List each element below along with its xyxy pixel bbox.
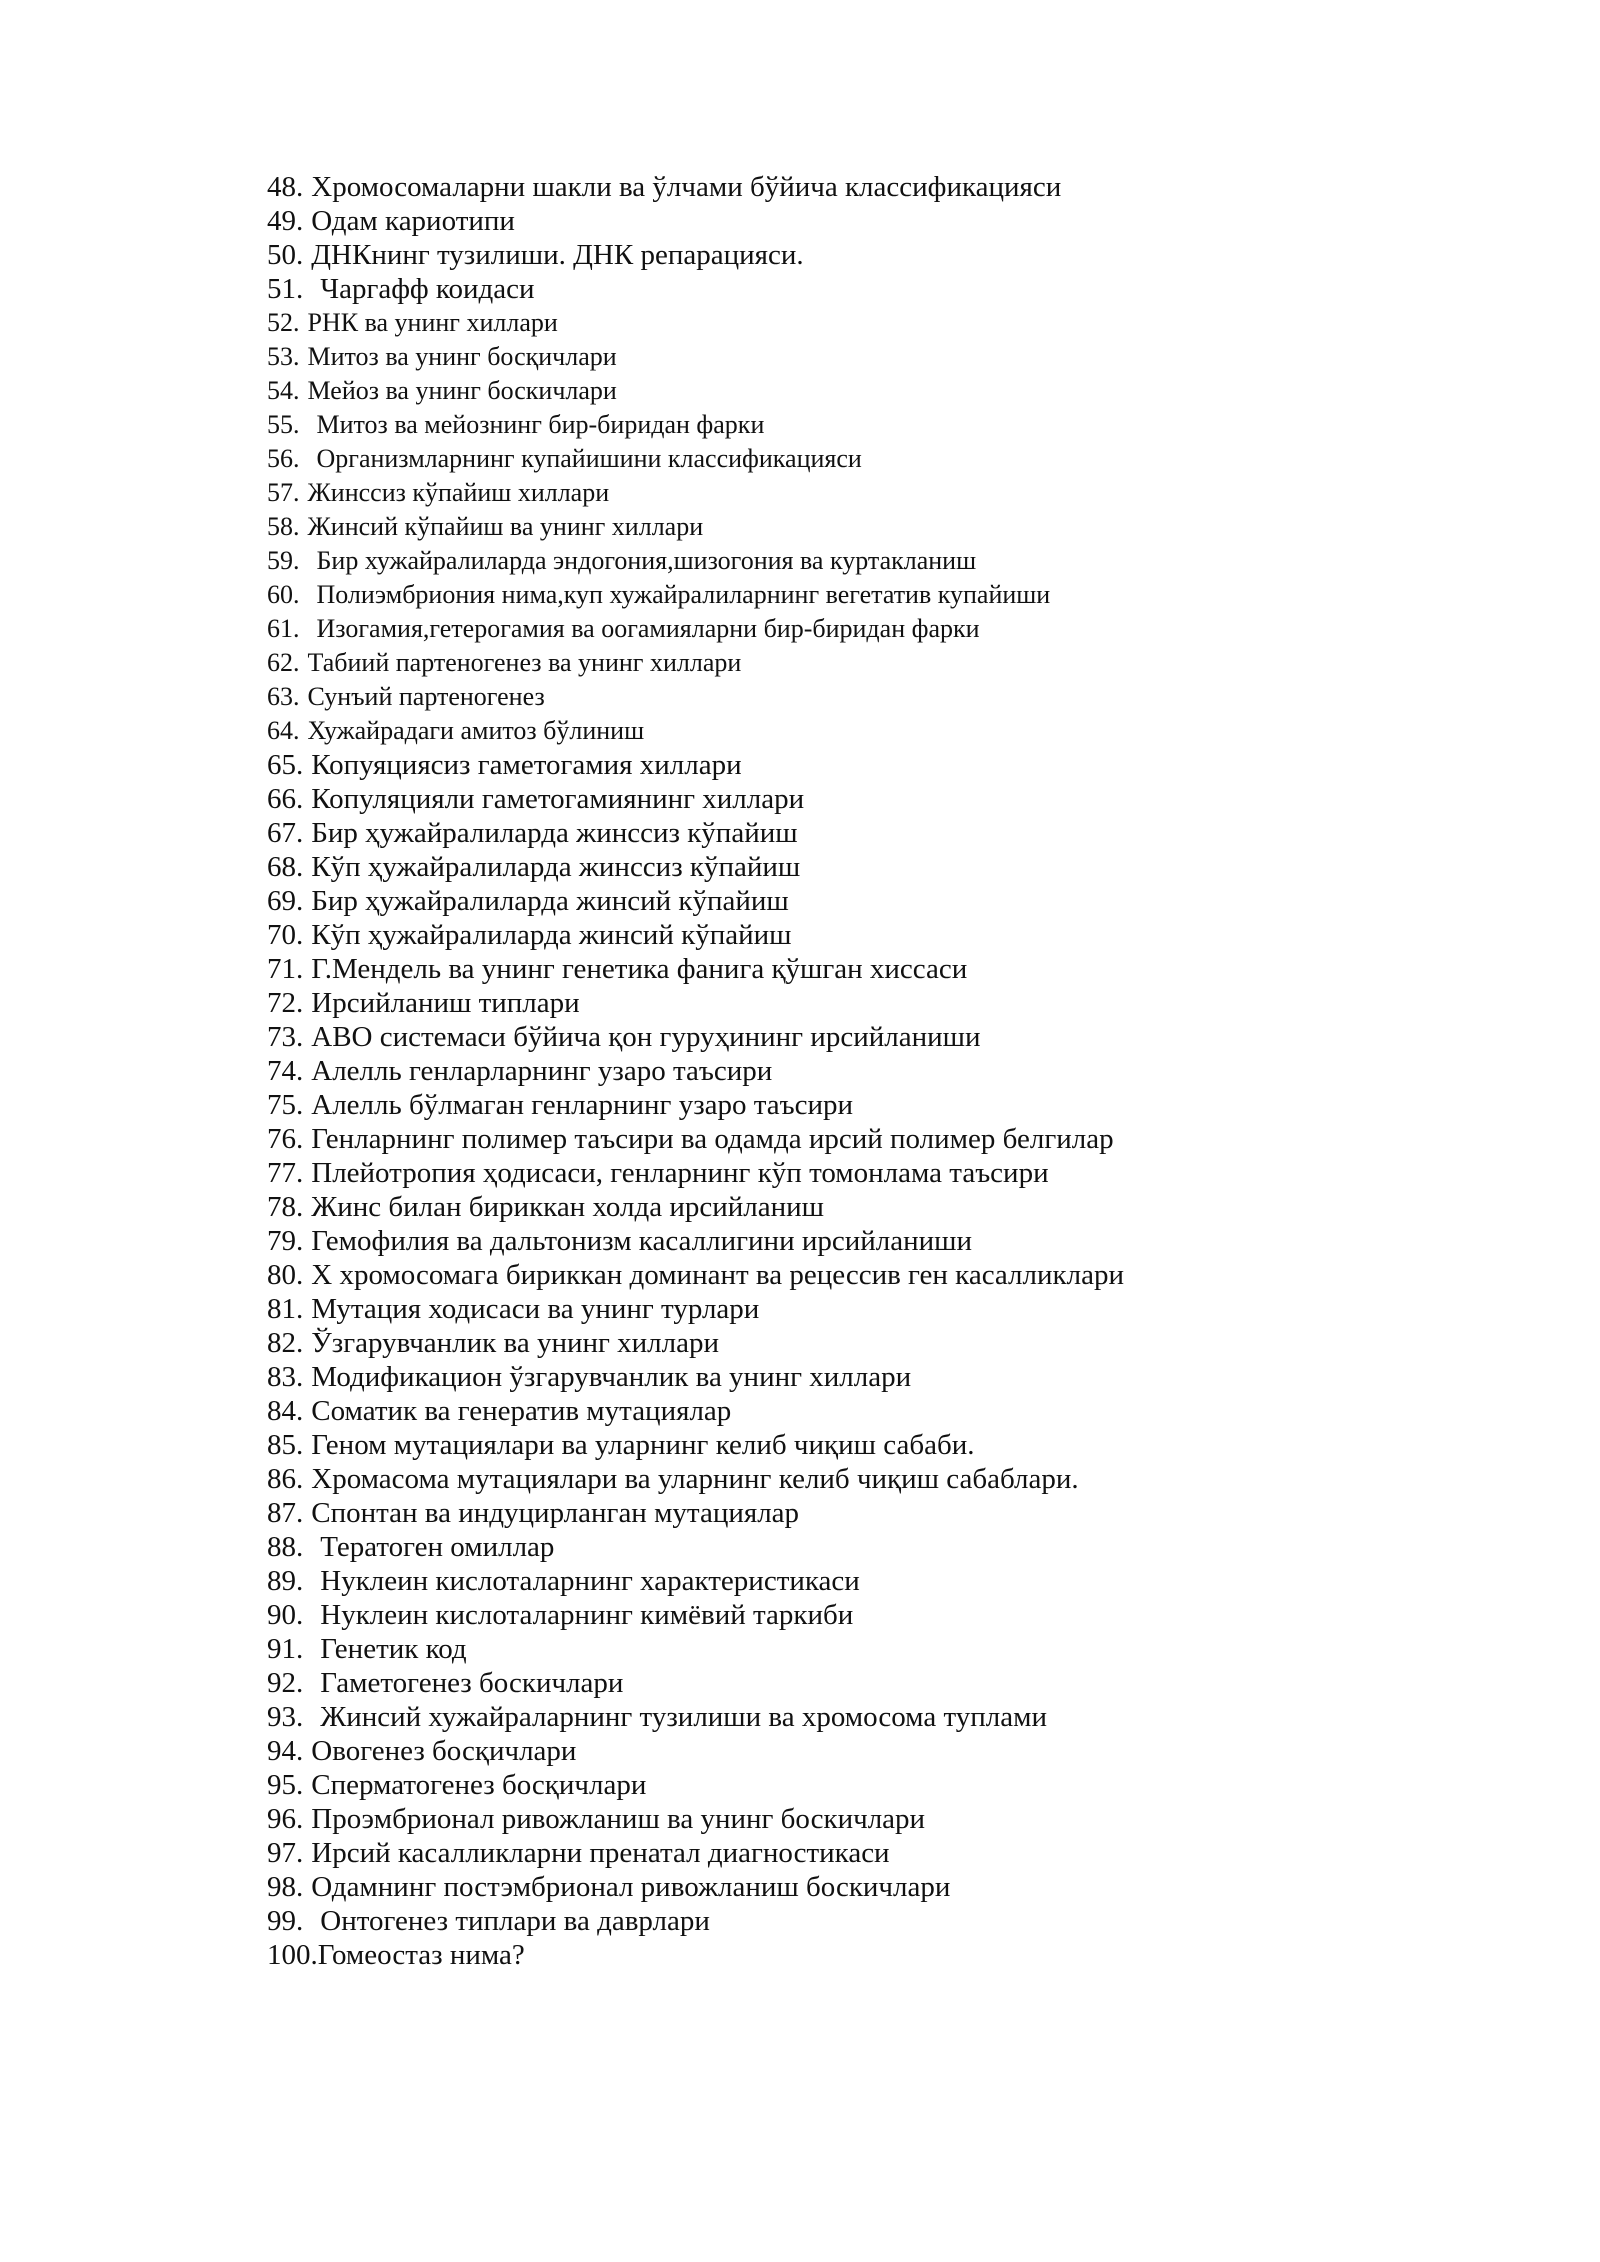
item-number: 80. <box>267 1259 304 1291</box>
item-number: 87. <box>267 1497 304 1529</box>
list-item <box>267 1802 1547 1836</box>
item-text: Копуляцияли гаметогамиянинг хиллари <box>311 783 805 815</box>
list-item <box>267 1020 1547 1054</box>
list-item <box>267 952 1547 986</box>
list-item <box>267 1700 1547 1734</box>
list-item <box>267 1190 1547 1224</box>
item-text: Бир ҳужайралиларда жинссиз кўпайиш <box>311 817 798 849</box>
list-item <box>267 1904 1547 1938</box>
item-text: Жинс билан бириккан холда ирсийланиш <box>311 1191 824 1223</box>
list-item <box>267 1564 1547 1598</box>
item-text: Полиэмбриония нима,куп хужайралиларнинг вегетатив купайиши <box>316 580 1051 609</box>
item-number: 59. <box>267 546 300 575</box>
list-item <box>267 1734 1547 1768</box>
list-item <box>267 1360 1547 1394</box>
list-item <box>267 782 1547 816</box>
item-text: Организмларнинг купайишини классификацияси <box>316 444 862 473</box>
item-text: Жинсий хужайраларнинг тузилиши ва хромосома туплами <box>320 1701 1047 1733</box>
item-number: 53. <box>267 342 300 371</box>
item-text: ДНКнинг тузилиши. ДНК репарацияси. <box>311 239 804 271</box>
item-text: Спонтан ва индуцирланган мутациялар <box>311 1497 800 1529</box>
item-number: 63. <box>267 682 300 711</box>
item-number: 78. <box>267 1191 304 1223</box>
item-text: Проэмбрионал ривожланиш ва унинг боскичлари <box>311 1803 926 1835</box>
item-number: 77. <box>267 1157 304 1189</box>
item-text: Мутация ходисаси ва унинг турлари <box>311 1293 760 1325</box>
item-number: 79. <box>267 1225 304 1257</box>
item-number: 75. <box>267 1089 304 1121</box>
list-item <box>267 1836 1547 1870</box>
item-number: 94. <box>267 1735 304 1767</box>
item-text: Бир хужайралиларда эндогония,шизогония ва куртакланиш <box>316 546 977 575</box>
list-item <box>267 714 1547 748</box>
list-item <box>267 986 1547 1020</box>
item-number: 67. <box>267 817 304 849</box>
item-number: 52. <box>267 308 300 337</box>
item-text: Гемофилия ва дальтонизм касаллигини ирсийланиши <box>311 1225 973 1257</box>
item-text: Алелль бўлмаган генларнинг узаро таъсири <box>311 1089 854 1121</box>
item-number: 83. <box>267 1361 304 1393</box>
item-text: Митоз ва мейознинг бир-биридан фарки <box>316 410 765 439</box>
item-text: Ўзгарувчанлик ва унинг хиллари <box>311 1327 720 1359</box>
item-number: 54. <box>267 376 300 405</box>
item-number: 51. <box>267 273 304 305</box>
list-item <box>267 476 1547 510</box>
item-text: Одамнинг постэмбрионал ривожланиш боскичлари <box>311 1871 951 1903</box>
list-item <box>267 510 1547 544</box>
item-text: Одам кариотипи <box>311 205 515 237</box>
item-text: Тератоген омиллар <box>320 1531 555 1563</box>
item-text: Хромосомаларни шакли ва ўлчами бўйича классификацияси <box>311 171 1062 203</box>
item-number: 85. <box>267 1429 304 1461</box>
item-text: Соматик ва генератив мутациялар <box>311 1395 732 1427</box>
item-number: 49. <box>267 205 304 237</box>
list-item <box>267 1394 1547 1428</box>
item-number: 62. <box>267 648 300 677</box>
list-item <box>267 1224 1547 1258</box>
item-text: Сунъий партеногенез <box>307 682 545 711</box>
list-item <box>267 544 1547 578</box>
item-text: Х хромосомага бириккан доминант ва рецессив ген касалликлари <box>311 1259 1124 1291</box>
list-item <box>267 1258 1547 1292</box>
list-item <box>267 1462 1547 1496</box>
item-text: Жинсий кўпайиш ва унинг хиллари <box>307 512 704 541</box>
item-number: 50. <box>267 239 304 271</box>
list-item <box>267 680 1547 714</box>
item-text: Геном мутациялари ва уларнинг келиб чиқиш сабаби. <box>311 1429 975 1461</box>
item-number: 86. <box>267 1463 304 1495</box>
item-text: Бир ҳужайралиларда жинсий кўпайиш <box>311 885 789 917</box>
item-number: 70. <box>267 919 304 951</box>
list-item <box>267 170 1547 204</box>
list-item <box>267 612 1547 646</box>
item-number: 97. <box>267 1837 304 1869</box>
list-item <box>267 748 1547 782</box>
item-text: Мейоз ва унинг боскичлари <box>307 376 617 405</box>
item-number: 84. <box>267 1395 304 1427</box>
item-number: 88. <box>267 1531 304 1563</box>
item-text: Нуклеин кислоталарнинг кимёвий таркиби <box>320 1599 854 1631</box>
item-number: 98. <box>267 1871 304 1903</box>
list-item <box>267 1632 1547 1666</box>
list-item <box>267 442 1547 476</box>
item-number: 99. <box>267 1905 304 1937</box>
item-number: 66. <box>267 783 304 815</box>
list-item <box>267 1530 1547 1564</box>
item-text: Ирсийланиш типлари <box>311 987 580 1019</box>
item-number: 69. <box>267 885 304 917</box>
item-number: 57. <box>267 478 300 507</box>
list-item <box>267 408 1547 442</box>
item-number: 91. <box>267 1633 304 1665</box>
item-number: 60. <box>267 580 300 609</box>
item-text: Онтогенез типлари ва даврлари <box>320 1905 710 1937</box>
item-number: 92. <box>267 1667 304 1699</box>
item-number: 55. <box>267 410 300 439</box>
item-text: Гаметогенез боскичлари <box>320 1667 624 1699</box>
item-text: Алелль генларларнинг узаро таъсири <box>311 1055 773 1087</box>
item-number: 71. <box>267 953 304 985</box>
list-item <box>267 1428 1547 1462</box>
item-text: Чаргафф коидаси <box>320 273 535 305</box>
list-item <box>267 1054 1547 1088</box>
list-item <box>267 1156 1547 1190</box>
item-text: Нуклеин кислоталарнинг характеристикаси <box>320 1565 860 1597</box>
list-item <box>267 238 1547 272</box>
item-number: 93. <box>267 1701 304 1733</box>
list-item <box>267 1496 1547 1530</box>
list-item <box>267 340 1547 374</box>
item-number: 58. <box>267 512 300 541</box>
item-number: 73. <box>267 1021 304 1053</box>
item-number: 95. <box>267 1769 304 1801</box>
list-item <box>267 918 1547 952</box>
list-item <box>267 884 1547 918</box>
item-number: 68. <box>267 851 304 883</box>
list-item <box>267 1088 1547 1122</box>
item-text: Изогамия,гетерогамия ва оогамияларни бир-биридан фарки <box>316 614 980 643</box>
item-number: 89. <box>267 1565 304 1597</box>
item-number: 61. <box>267 614 300 643</box>
list-item <box>267 1870 1547 1904</box>
item-text: Генларнинг полимер таъсири ва одамда ирсий полимер белгилар <box>311 1123 1114 1155</box>
item-text: Плейотропия ҳодисаси, генларнинг кўп томонлама таъсири <box>311 1157 1049 1189</box>
item-number: 81. <box>267 1293 304 1325</box>
item-number: 48. <box>267 171 304 203</box>
item-number: 100. <box>267 1939 318 1971</box>
item-number: 96. <box>267 1803 304 1835</box>
item-text: Кўп ҳужайралиларда жинсий кўпайиш <box>311 919 792 951</box>
list-item <box>267 374 1547 408</box>
list-item <box>267 1598 1547 1632</box>
list-item <box>267 1768 1547 1802</box>
list-item <box>267 578 1547 612</box>
item-text: Ирсий касалликларни пренатал диагностикаси <box>311 1837 890 1869</box>
item-text: Сперматогенез босқичлари <box>311 1769 647 1801</box>
item-text: Кўп ҳужайралиларда жинссиз кўпайиш <box>311 851 801 883</box>
item-text: АВО системаси бўйича қон гуруҳининг ирсийланиши <box>311 1021 981 1053</box>
item-number: 90. <box>267 1599 304 1631</box>
item-text: РНК ва унинг хиллари <box>307 308 558 337</box>
list-item <box>267 646 1547 680</box>
question-list <box>267 170 1547 1972</box>
item-number: 72. <box>267 987 304 1019</box>
item-text: Табиий партеногенез ва унинг хиллари <box>307 648 742 677</box>
list-item <box>267 1292 1547 1326</box>
list-item <box>267 1666 1547 1700</box>
list-item <box>267 1122 1547 1156</box>
item-number: 74. <box>267 1055 304 1087</box>
item-text: Хромасома мутациялари ва уларнинг келиб чиқиш сабаблари. <box>311 1463 1079 1495</box>
item-number: 82. <box>267 1327 304 1359</box>
list-item <box>267 850 1547 884</box>
item-text: Модификацион ўзгарувчанлик ва унинг хиллари <box>311 1361 912 1393</box>
item-number: 76. <box>267 1123 304 1155</box>
list-item <box>267 204 1547 238</box>
item-text: Генетик код <box>320 1633 467 1665</box>
list-item <box>267 1326 1547 1360</box>
list-item <box>267 306 1547 340</box>
list-item <box>267 1938 1547 1972</box>
item-text: Хужайрадаги амитоз бўлиниш <box>307 716 645 745</box>
item-text: Жинссиз кўпайиш хиллари <box>307 478 610 507</box>
item-text: Митоз ва унинг босқичлари <box>307 342 617 371</box>
list-item <box>267 272 1547 306</box>
item-text: Овогенез босқичлари <box>311 1735 577 1767</box>
item-number: 65. <box>267 749 304 781</box>
item-number: 64. <box>267 716 300 745</box>
item-number: 56. <box>267 444 300 473</box>
item-text: Копуяциясиз гаметогамия хиллари <box>311 749 742 781</box>
item-text: Г.Мендель ва унинг генетика фанига қўшган хиссаси <box>311 953 968 985</box>
item-text: Гомеостаз нима? <box>317 1939 525 1971</box>
list-item <box>267 816 1547 850</box>
